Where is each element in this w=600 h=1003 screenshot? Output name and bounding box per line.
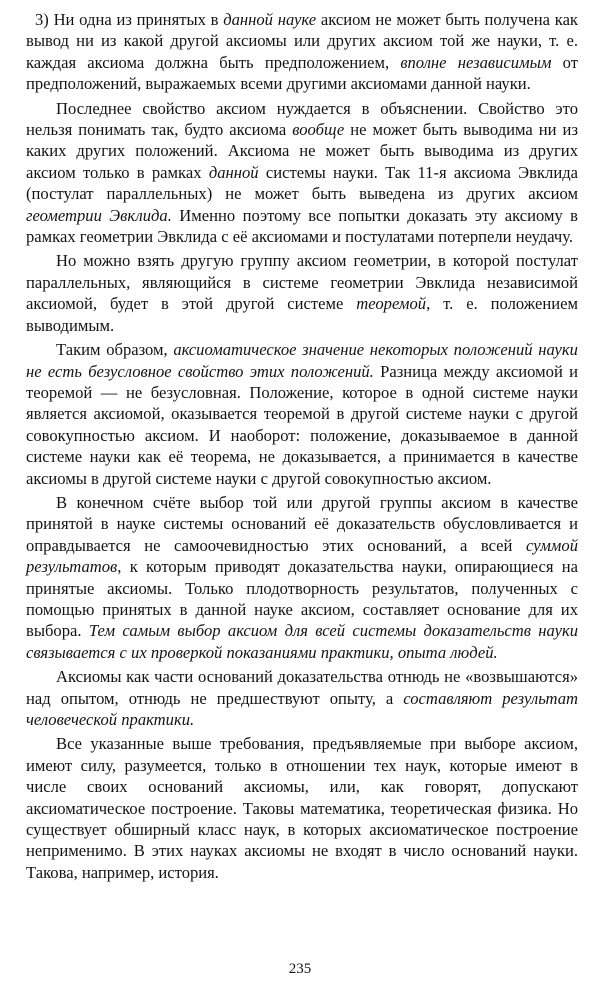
italic-text: геометрии Эвклида. <box>26 205 172 225</box>
text-run: 3) Ни одна из принятых в <box>35 10 224 29</box>
paragraph-1 <box>26 9 578 95</box>
italic-text: данной <box>208 162 259 182</box>
paragraph-4 <box>26 339 578 489</box>
text-run: В конечном счёте выбор той или другой группы аксиом в качестве принятой в науке системы оснований её доказательств обусловливается и оправдывается не самоочевидностью этих оснований, а всей <box>26 492 578 555</box>
italic-text: суммой результатов <box>26 535 578 577</box>
text-run: Именно поэтому все попытки доказать эту аксиому в рамках геометрии Эвклида с её аксиомами и постулатами потерпели неудачу. <box>26 205 578 247</box>
italic-text: вполне независимым <box>400 52 552 72</box>
text-run: Все указанные выше требования, предъявляемые при выборе аксиом, имеют силу, разумеется, только в отношении тех наук, которые имеют в числе своих оснований аксиомы, или, как говорят, допускают аксиоматическое построение. Таковы математика, теоретическая физика. Но существует обширный класс наук, в которых аксиоматическое построение неприменимо. В этих науках аксиомы не входят в число оснований науки. Такова, например, история. <box>26 734 578 882</box>
italic-text: аксиоматическое значение некоторых положений науки не есть безусловное свойство этих положений. <box>26 340 578 381</box>
text-run: Последнее свойство аксиом нуждается в объяснении. Свойство это нельзя понимать так, будто аксиома <box>26 98 578 140</box>
text-run: Но можно взять другую группу аксиом геометрии, в которой постулат параллельных, являющийся в системе геометрии Эвклида независимой аксиомой, будет в этой другой системе <box>26 251 578 314</box>
paragraph-7 <box>26 733 578 883</box>
page-body <box>26 9 578 886</box>
page-number: 235 <box>288 961 312 977</box>
paragraph-6 <box>26 666 578 730</box>
italic-text: теоремой <box>356 294 427 314</box>
text-run: Аксиомы как части оснований доказательства отнюдь не «возвышаются» над опытом, отнюдь не предшествуют опыту, а <box>26 667 578 708</box>
italic-text: Тем самым выбор аксиом для всей системы доказательств науки связывается с их проверкой показаниями практики, опыта людей. <box>26 621 578 662</box>
paragraph-2 <box>26 98 578 248</box>
paragraph-5 <box>26 492 578 663</box>
text-run: системы науки. Так 11-я аксиома Эвклида (постулат параллельных) не может быть выведена из других аксиом <box>26 162 579 204</box>
italic-text: составляют результат человеческой практики. <box>26 688 578 729</box>
italic-text: вообще <box>292 120 345 140</box>
text-run: аксиом не может быть получена как вывод ни из какой другой аксиомы или других аксиом той же науки, т. е. каждая аксиома должна быть предположением, <box>26 10 578 72</box>
text-run: , к которым приводят доказательства науки, опирающиеся на принятые аксиомы. Только плодотворность результатов, полученных с помощью принятых в данной науке аксиом, составляет основание для их выбора. <box>26 557 578 641</box>
italic-text: данной науке <box>223 10 317 29</box>
paragraph-3 <box>26 250 578 336</box>
text-run: не может быть выводима ни из каких других положений. Аксиома не может быть выводима из других аксиом только в рамках <box>26 120 578 182</box>
text-run: Разница между аксиомой и теоремой — не безусловная. Положение, которое в одной системе науки является аксиомой, оказывается теоремой в другой системе науки с другой совокупностью аксиом. И наоборот: положение, доказываемое в данной системе науки как её теорема, не доказывается, а принимается в качестве аксиомы в другой системе науки с другой совокупностью аксиом. <box>26 361 578 488</box>
text-run: от предположений, выражаемых всеми другими аксиомами данной науки. <box>26 52 579 94</box>
text-run: , т. е. положением выводимым. <box>26 294 578 335</box>
text-run: Таким образом, <box>56 340 174 360</box>
